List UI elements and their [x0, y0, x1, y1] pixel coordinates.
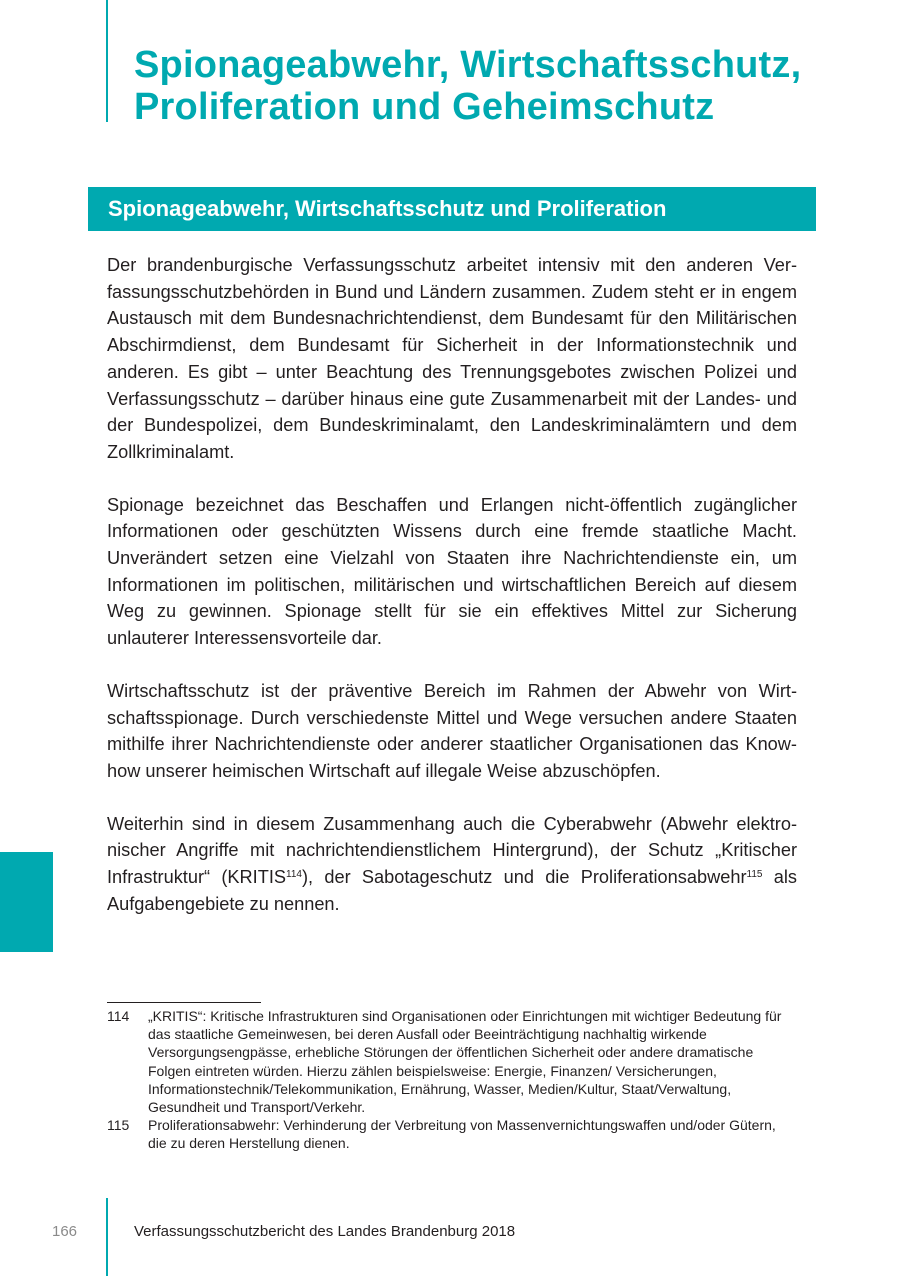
paragraph-further-tasks-text-1: Weiterhin sind in diesem Zusammenhang auch die Cyberabwehr (Abwehr elektronischer Angriffe mit nachrichtendienstlichem Hintergrund), der Schutz „Kritischer Infrastruktur“ (KRITIS — [107, 813, 797, 888]
body-text — [107, 252, 797, 943]
footnote-ref-114[interactable]: 114 — [286, 869, 302, 881]
footnote-separator — [107, 1002, 261, 1003]
footnote-114 — [107, 1007, 797, 1116]
chapter-side-tab — [0, 852, 53, 952]
page-number: 166 — [52, 1223, 78, 1240]
chapter-title-line-2: Proliferation und Geheimschutz — [134, 86, 715, 128]
footnotes — [107, 1007, 797, 1153]
footnote-number: 114 — [107, 1008, 130, 1024]
paragraph-further-tasks — [107, 811, 797, 918]
section-heading-bar — [88, 187, 816, 231]
footnote-115 — [107, 1116, 797, 1152]
footnote-text: Proliferationsabwehr: Verhinderung der Verbreitung von Massenvernichtungswaffen und/oder Gütern, die zu deren Herstellung dienen. — [148, 1117, 776, 1152]
footnote-number: 115 — [107, 1117, 130, 1134]
paragraph-further-tasks-text-2: ), der Sabotageschutz und die Proliferationsabwehr — [301, 867, 747, 888]
bottom-vertical-rule — [106, 1198, 108, 1276]
paragraph-further-tasks-text-3: als Aufgabengebiete zu nennen. — [107, 867, 797, 914]
running-footer-title: Verfassungsschutzbericht des Landes Brandenburg 2018 — [134, 1223, 516, 1240]
top-vertical-rule — [106, 0, 108, 122]
chapter-title-line-1: Spionageabwehr, Wirtschaftsschutz, — [134, 44, 802, 86]
paragraph-espionage: Spionage bezeichnet das Beschaffen und Erlangen nicht-öffentlich zugänglicher Informationen oder geschützten Wissens durch eine fremde staatliche Macht. Unverändert setzen eine Vielzahl von Staaten ihre Nachrichtendienste ein, um Informationen im politischen, militärischen und wirtschaftlichen Bereich auf diesem Weg zu gewinnen. Spionage stellt für sie ein effektives Mittel zur Sicherung unlauterer Interessensvorteile dar. — [107, 494, 797, 649]
chapter-title — [134, 44, 854, 128]
paragraph-economic-protection: Wirtschaftsschutz ist der präventive Bereich im Rahmen der Abwehr von Wirtschaftsspionage. Durch verschiedenste Mittel und Wege versuchen andere Staaten mithilfe ihrer Nachrichtendienste oder anderer staatlicher Organisationen das Know-how unserer heimischen Wirtschaft auf illegale Weise abzuschöpfen. — [107, 680, 797, 781]
footnote-ref-115[interactable]: 115 — [746, 869, 763, 881]
footnote-text: „KRITIS“: Kritische Infrastrukturen sind Organisationen oder Einrichtungen mit wichtiger Bedeutung für das staatliche Gemeinwesen, bei deren Ausfall oder Beeinträchtigung nachhaltig wirkende Versorgungsengpässe, erhebliche Störungen der öffentlichen Sicherheit oder andere dramatische Folgen eintreten würden. Hierzu zählen beispielsweise: Energie, Finanzen/ Versicherungen, Informationstechnik/Telekommunikation, Ernährung, Wasser, Medien/Kultur, Staat/Verwaltung, Gesundheit und Transport/Verkehr. — [148, 1008, 782, 1116]
paragraph-cooperation: Der brandenburgische Verfassungsschutz arbeitet intensiv mit den anderen Verfassungsschutzbehörden in Bund und Ländern zusammen. Zudem steht er in engem Austausch mit dem Bundesnachrichtendienst, dem Bundesamt für den Militärischen Abschirmdienst, dem Bundesamt für Sicherheit in der Informationstechnik und anderen. Es gibt – unter Beachtung des Trennungsgebotes zwischen Polizei und Verfassungsschutz – darüber hinaus eine gute Zusammenarbeit mit der Landes- und der Bundespolizei, dem Bundeskriminalamt, den Landeskriminalämtern und dem Zollkriminalamt. — [107, 255, 797, 462]
section-title: Spionageabwehr, Wirtschaftsschutz und Proliferation — [108, 196, 667, 221]
